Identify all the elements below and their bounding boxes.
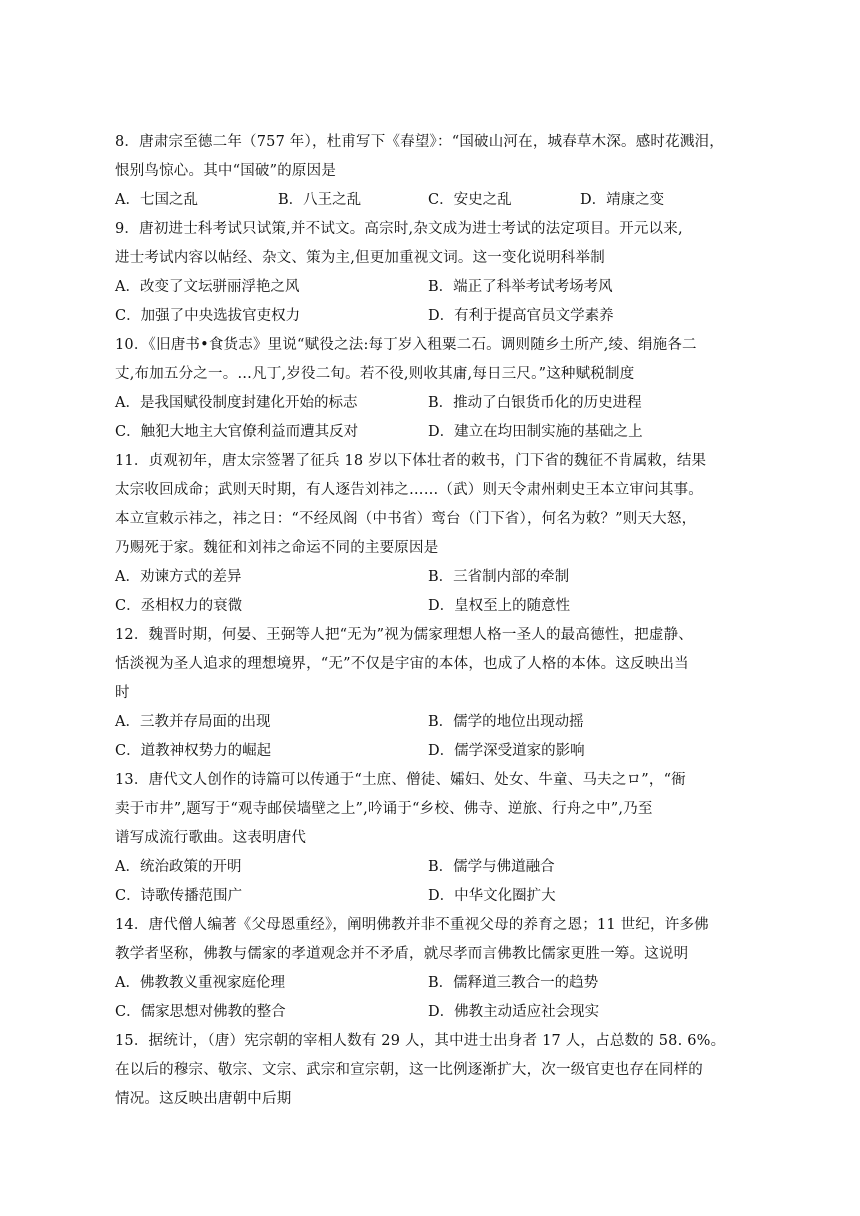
q13-option-c: C．诗歌传播范围广 bbox=[115, 888, 243, 904]
q13-stem-line-1: 13．唐代文人创作的诗篇可以传通于“土庶、僧徒、孀妇、处女、牛童、马夫之ロ”，“衙 bbox=[115, 772, 686, 788]
q15-stem-line-1: 15．据统计，（唐）宪宗朝的宰相人数有 29 人，其中进士出身者 17 人，占总数的 58. 6%。 bbox=[115, 1033, 726, 1049]
q10-option-d: D．建立在均田制实施的基础之上 bbox=[428, 424, 643, 440]
q8-option-c: C．安史之乱 bbox=[428, 192, 512, 208]
q14-stem-line-1: 14．唐代僧人编著《父母恩重经》，阐明佛教并非不重视父母的养育之恩；11 世纪，许多佛 bbox=[115, 917, 709, 933]
q12-option-c: C．道教神权势力的崛起 bbox=[115, 743, 272, 759]
q11-stem-line-1: 11．贞观初年，唐太宗签署了征兵 18 岁以下体壮者的敕书，门下省的魏征不肯属敕，结果 bbox=[115, 453, 707, 469]
q12-stem-line-2: 恬淡视为圣人追求的理想境界，“无”不仅是宇宙的本体，也成了人格的本体。这反映出当 bbox=[115, 656, 689, 672]
q9-stem-line-2: 进士考试内容以帖经、杂文、策为主,但更加重视文词。这一变化说明科举制 bbox=[115, 250, 605, 266]
q12-stem-line-3: 时 bbox=[115, 685, 130, 701]
q11-option-a: A．劝谏方式的差异 bbox=[115, 569, 242, 585]
q15-stem-line-3: 情况。这反映出唐朝中后期 bbox=[115, 1091, 292, 1107]
q14-option-c: C．儒家思想对佛教的整合 bbox=[115, 1004, 286, 1020]
q9-option-b: B．端正了科举考试考场考风 bbox=[428, 279, 613, 295]
q10-option-b: B．推动了白银货币化的历史进程 bbox=[428, 395, 642, 411]
q9-option-d: D．有利于提高官员文学素养 bbox=[428, 308, 614, 324]
q11-stem-line-3: 本立宣敕示祎之，祎之日：“不经凤阁（中书省）鸾台（门下省），何名为敕？”则天大怒， bbox=[115, 511, 697, 527]
q8-option-b: B．八王之乱 bbox=[278, 192, 362, 208]
q13-option-d: D．中华文化圈扩大 bbox=[428, 888, 556, 904]
q11-stem-line-4: 乃赐死于家。魏征和刘祎之命运不同的主要原因是 bbox=[115, 540, 439, 556]
q9-stem-line-1: 9．唐初进士科考试只试策,并不试文。高宗时,杂文成为进士考试的法定项目。开元以来, bbox=[115, 221, 683, 237]
q8-stem-line-1: 8．唐肃宗至德二年（757 年），杜甫写下《春望》：“国破山河在，城春草木深。感时花溅泪， bbox=[115, 134, 724, 150]
q13-stem-line-2: 卖于市井”,题写于“观寺邮侯墙壁之上”,吟诵于“乡校、佛寺、逆旅、行舟之中”,乃至 bbox=[115, 801, 653, 817]
q13-stem-line-3: 谱写成流行歌曲。这表明唐代 bbox=[115, 830, 307, 846]
q12-option-d: D．儒学深受道家的影响 bbox=[428, 743, 585, 759]
q14-option-a: A．佛教教义重视家庭伦理 bbox=[115, 975, 285, 991]
q12-option-b: B．儒学的地位出现动摇 bbox=[428, 714, 584, 730]
q8-option-a: A．七国之乱 bbox=[115, 192, 198, 208]
q9-option-a: A．改变了文坛骈丽浮艳之风 bbox=[115, 279, 300, 295]
q10-stem-line-2: 丈,布加五分之一。…凡丁,岁役二旬。若不役,则收其庸,每日三尺。”这种赋税制度 bbox=[115, 366, 635, 382]
q10-stem-line-1: 10．《旧唐书•食货志》里说“赋役之法:每丁岁入租粟二石。调则随乡土所产,绫、绢施各二 bbox=[115, 337, 697, 353]
q11-option-d: D．皇权至上的随意性 bbox=[428, 598, 571, 614]
q12-stem-line-1: 12．魏晋时期，何晏、王弼等人把“无为”视为儒家理想人格一圣人的最高德性，把虚静、 bbox=[115, 627, 693, 643]
q8-stem-line-2: 恨别鸟惊心。其中“国破”的原因是 bbox=[115, 163, 337, 179]
q9-option-c: C．加强了中央选拔官吏权力 bbox=[115, 308, 301, 324]
q14-stem-line-2: 教学者坚称，佛教与儒家的孝道观念并不矛盾，就尽孝而言佛教比儒家更胜一筹。这说明 bbox=[115, 946, 689, 962]
q14-option-d: D．佛教主动适应社会现实 bbox=[428, 1004, 600, 1020]
q11-option-b: B．三省制内部的牵制 bbox=[428, 569, 570, 585]
q10-option-a: A．是我国赋役制度封建化开始的标志 bbox=[115, 395, 358, 411]
q10-option-c: C．触犯大地主大官僚利益而遭其反对 bbox=[115, 424, 359, 440]
q13-option-b: B．儒学与佛道融合 bbox=[428, 859, 555, 875]
q14-option-b: B．儒释道三教合一的趋势 bbox=[428, 975, 599, 991]
q12-option-a: A．三教并存局面的出现 bbox=[115, 714, 271, 730]
q15-stem-line-2: 在以后的穆宗、敬宗、文宗、武宗和宣宗朝，这一比例逐渐扩大，次一级官吏也存在同样的 bbox=[115, 1062, 703, 1078]
q13-option-a: A．统治政策的开明 bbox=[115, 859, 242, 875]
q11-stem-line-2: 太宗收回成命；武则天时期，有人逐告刘祎之……（武）则天令肃州刺史王本立审问其事。 bbox=[115, 482, 703, 498]
q11-option-c: C．丞相权力的衰微 bbox=[115, 598, 243, 614]
q8-option-d: D．靖康之变 bbox=[580, 192, 665, 208]
